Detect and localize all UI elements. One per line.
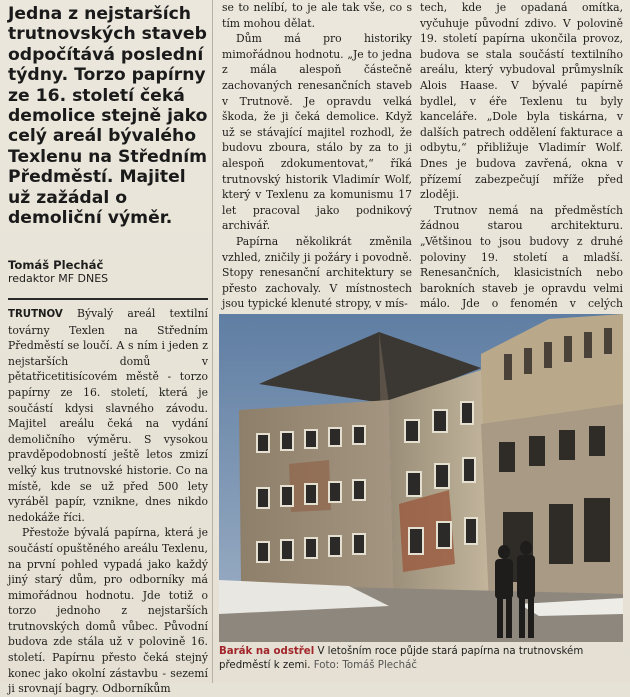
middle-paragraph-1: se to nelíbí, to je ale tak vše, co s tím mohou dělat. (222, 1, 412, 30)
left-paragraph-1 (8, 306, 208, 525)
left-paragraph-2: Přestože bývalá papírna, která je součástí opuštěného areálu Texlenu, na první pohled vypadá jako každý jiný starý dům, pro odborníky má mimořádnou hodnotu. Jde totiž o torzo jednoho z nejstarších trutnovských domů vůbec. Původní budova zde stála už v polovině 16. století. Papírnu přesto čeká stejný konec jako okolní zástavbu - sezemí ji srovnají bagry. Odborníkům (8, 526, 208, 696)
article-headline: Jedna z nejstarších trutnovských staveb odpočítává poslední týdny. Torzo papírny ze 16. století čeká demolice stejně jako celý areál bývalého Texlenu na Středním Předměstí. Majitel už zažádal o demoliční výměr. (8, 4, 208, 229)
middle-paragraph-2: Dům má pro historiky mimořádnou hodnotu. „Je to jedna z mála alespoň částečně zachovaných renesančních staveb v Trutnově. Je opravdu velká škoda, že ji čeká demolice. Když už se stávající majitel rozhodl, že budovu zboura, stálo by za to ji alespoň zdokumentovat,“ říká trutnovský historik Vladimír Wolf, který v Texlenu za komunismu 17 let pracoval jako podnikový archivář. (222, 32, 412, 233)
caption-credit: Foto: Tomáš Plecháč (313, 660, 417, 672)
photo-caption (219, 645, 623, 673)
article-photo (219, 314, 623, 642)
left-column (8, 306, 208, 697)
left-paragraph-1-text: Bývalý areál textilní továrny Texlen na Středním Předměstí se loučí. A s ním i jeden z nejstarších domů v pětatřicetitisícovém městě - torzo papírny ze 16. století, která je součástí kdysi slavného závodu. Majitel areálu čeká na vydání demoličního výměru. S vysokou pravděpodobností ještě letos zmizí velký kus trutnovské historie. Co na místě, kde se už před 500 lety vyráběl papír, vznikne, dnes nikdo nedokáže říci. (8, 307, 208, 524)
byline (8, 258, 208, 286)
dateline: TRUTNOV (8, 309, 63, 320)
caption-text: V letošním roce půjde stará papírna na trutnovském předměstí k zemi. (219, 646, 584, 672)
middle-column (222, 0, 412, 312)
byline-divider (8, 298, 208, 300)
author-role: redaktor MF DNES (8, 272, 109, 285)
middle-paragraph-3: Papírna několikrát změnila vzhled, zničily ji požáry i povodně. Stopy renesanční architektury se přesto zachovaly. V místnostech jsou typické klenuté stropy, v mís- (222, 234, 412, 311)
right-paragraph-2: Trutnov nemá na předměstích žádnou starou architekturu. „Většinou to jsou budovy z druhé poloviny 19. století a mladší. Renesančních, klasicistních nebo barokních staveb je opravdu velmi málo. Jde o fenomén v celých (420, 203, 623, 311)
author-name: Tomáš Plecháč (8, 258, 104, 272)
papirna-building-photo (219, 314, 623, 642)
column-divider (212, 0, 213, 683)
right-paragraph-1: tech, kde je opadaná omítka, vyčuhuje původní zdivo. V polovině 19. století papírna ukončila provoz, budova se stala součástí textilního areálu, který vybudoval průmyslník Alois Haase. V bývalé papírně bydlel, v éře Texlenu tu byly kanceláře. „Dole byla tiskárna, v dalších patrech oddělení fakturace a odbytu,“ přibližuje Vladimír Wolf. Dnes je budova zavřená, okna v přízemí zabezpečují mříže před zloději. (420, 1, 623, 202)
caption-head: Barák na odstřel (219, 646, 315, 657)
right-column (420, 0, 623, 327)
